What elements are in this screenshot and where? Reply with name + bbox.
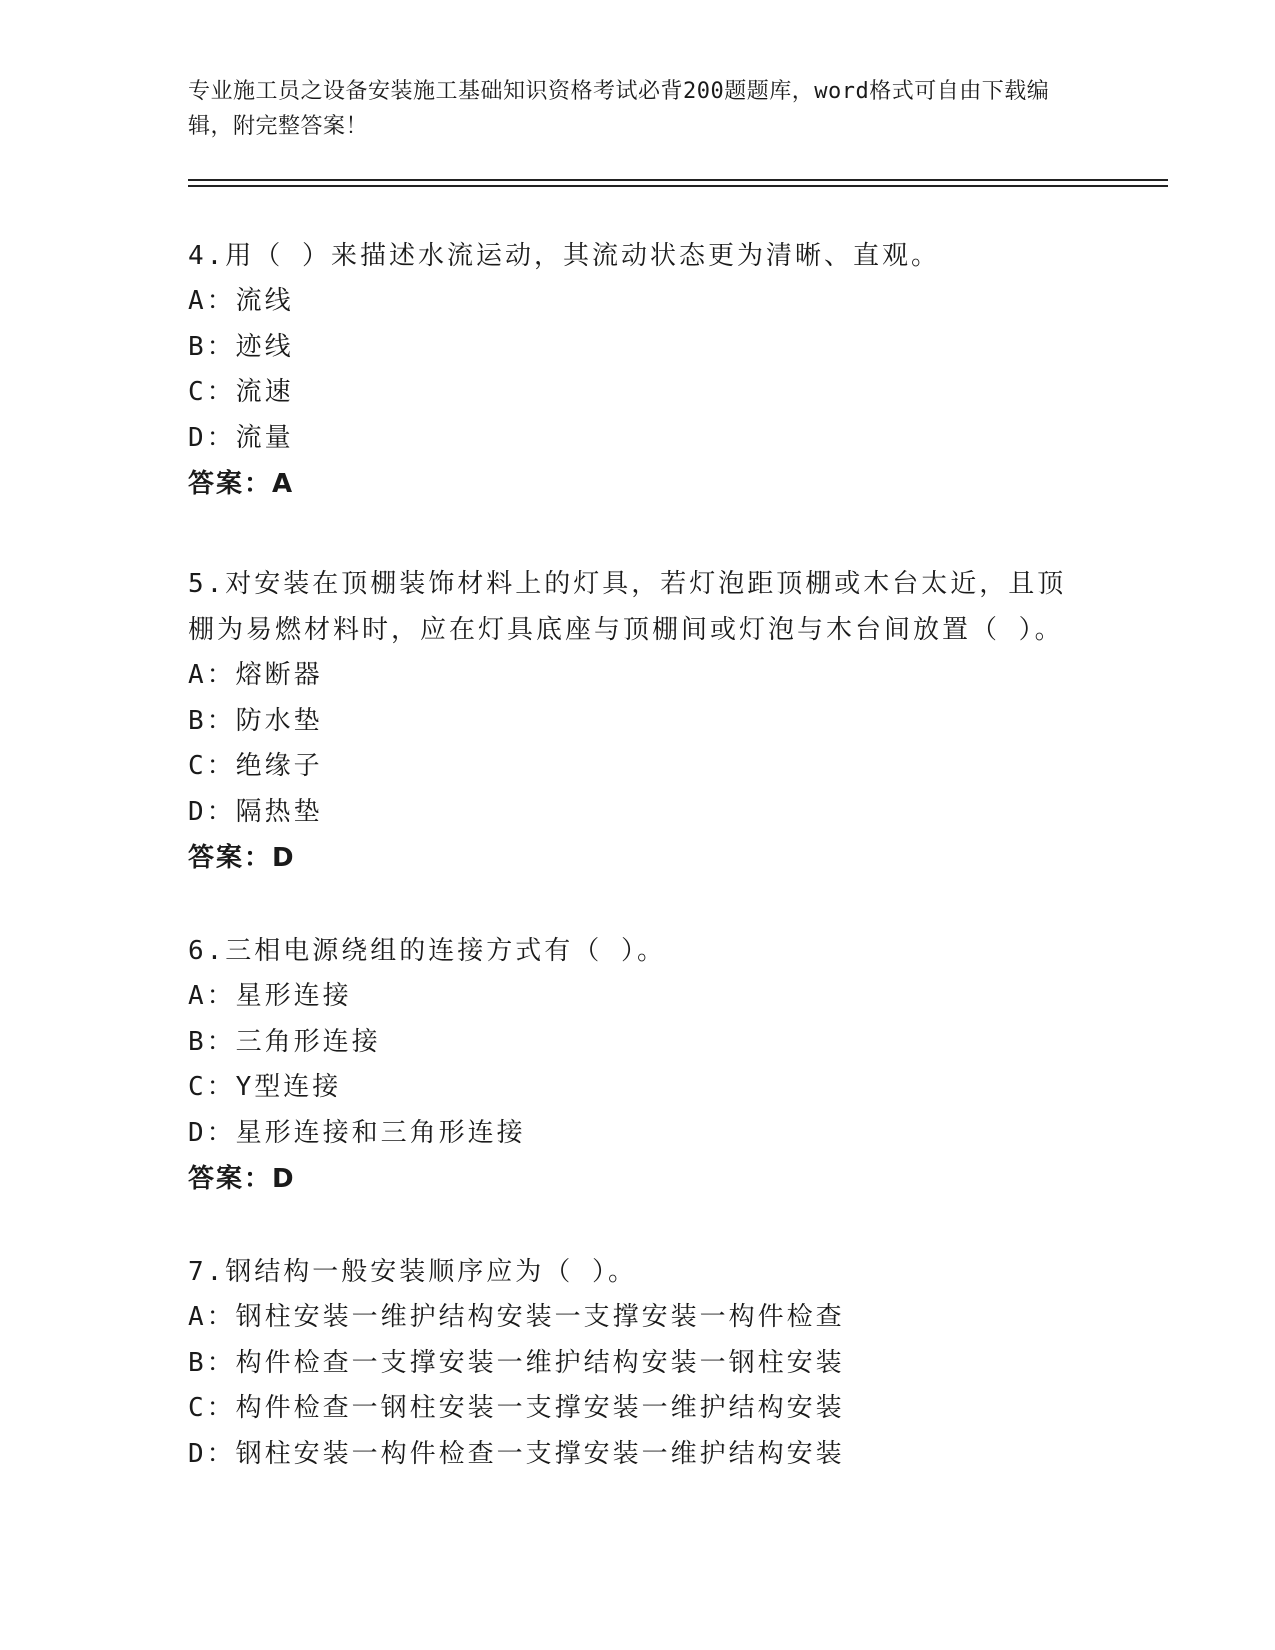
option-a: A：流线 <box>188 286 294 316</box>
option-c: C：流速 <box>188 377 294 407</box>
question-4 <box>188 233 1088 507</box>
question-stem: 4.用（ ）来描述水流运动，其流动状态更为清晰、直观。 <box>188 241 940 271</box>
header-divider-bottom <box>188 185 1168 187</box>
option-a: A：星形连接 <box>188 981 352 1011</box>
answer: 答案：A <box>188 469 295 499</box>
question-6 <box>188 928 1088 1202</box>
question-7 <box>188 1249 1088 1477</box>
answer: 答案：D <box>188 1164 296 1194</box>
question-stem: 6.三相电源绕组的连接方式有（ ）。 <box>188 936 666 966</box>
option-d: D：钢柱安装一构件检查一支撑安装一维护结构安装 <box>188 1438 845 1469</box>
option-a: A：熔断器 <box>188 660 323 690</box>
option-b: B：防水垫 <box>188 705 323 736</box>
option-b: B：三角形连接 <box>188 1026 381 1057</box>
option-c: C：构件检查一钢柱安装一支撑安装一维护结构安装 <box>188 1393 845 1423</box>
option-a: A：钢柱安装一维护结构安装一支撑安装一构件检查 <box>188 1302 845 1332</box>
option-d: D：星形连接和三角形连接 <box>188 1117 526 1148</box>
question-stem: 5.对安装在顶棚装饰材料上的灯具，若灯泡距顶棚或木台太近，且顶棚为易燃材料时，应在灯具底座与顶棚间或灯泡与木台间放置（ ）。 <box>188 569 1067 645</box>
option-d: D：流量 <box>188 422 294 453</box>
question-stem: 7.钢结构一般安装顺序应为（ ）。 <box>188 1257 637 1287</box>
option-c: C：Y型连接 <box>188 1072 342 1102</box>
question-5 <box>188 561 1088 881</box>
answer: 答案：D <box>188 843 296 873</box>
option-b: B：构件检查一支撑安装一维护结构安装一钢柱安装 <box>188 1347 845 1378</box>
option-c: C：绝缘子 <box>188 751 323 781</box>
document-header: 专业施工员之设备安装施工基础知识资格考试必背200题题库，word格式可自由下载编辑，附完整答案！ <box>188 79 1050 139</box>
option-b: B：迹线 <box>188 331 294 362</box>
option-d: D：隔热垫 <box>188 796 323 827</box>
header-divider-top <box>188 179 1168 181</box>
